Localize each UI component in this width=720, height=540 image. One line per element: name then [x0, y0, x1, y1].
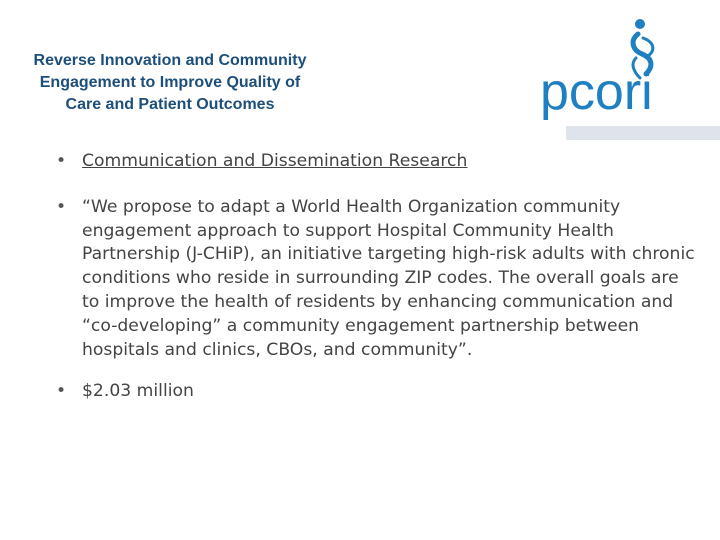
- bullet-item-description: [56, 196, 696, 363]
- logo-underline-bar: [566, 126, 720, 140]
- bullet-text-funding: $2.03 million: [82, 381, 194, 402]
- bullet-list: [56, 150, 696, 404]
- logo-wordmark: pcori: [540, 63, 653, 121]
- title-line-2: Engagement to Improve Quality of: [39, 74, 301, 91]
- bullet-marker: •: [56, 151, 67, 171]
- bullet-item-program: [56, 150, 696, 174]
- slide-title: [14, 50, 326, 116]
- title-line-3: Care and Patient Outcomes: [65, 96, 275, 113]
- title-line-1: Reverse Innovation and Community: [33, 52, 307, 69]
- bullet-text-description: “We propose to adapt a World Health Organization community engagement approach to support Hospital Community Health Partnership (J-CHiP), an initiative targeting high-risk adults with chronic conditions who reside in surrounding ZIP codes. The overall goals are to improve the health of residents by enhancing communication and “co-developing” a community engagement partnership between hospitals and clinics, CBOs, and community”.: [82, 196, 695, 360]
- bullet-item-funding: [56, 380, 696, 404]
- bullet-marker: •: [56, 381, 67, 402]
- pcori-logo: [530, 18, 720, 142]
- bullet-text-program[interactable]: Communication and Dissemination Research: [82, 151, 468, 171]
- bullet-marker: •: [56, 196, 67, 217]
